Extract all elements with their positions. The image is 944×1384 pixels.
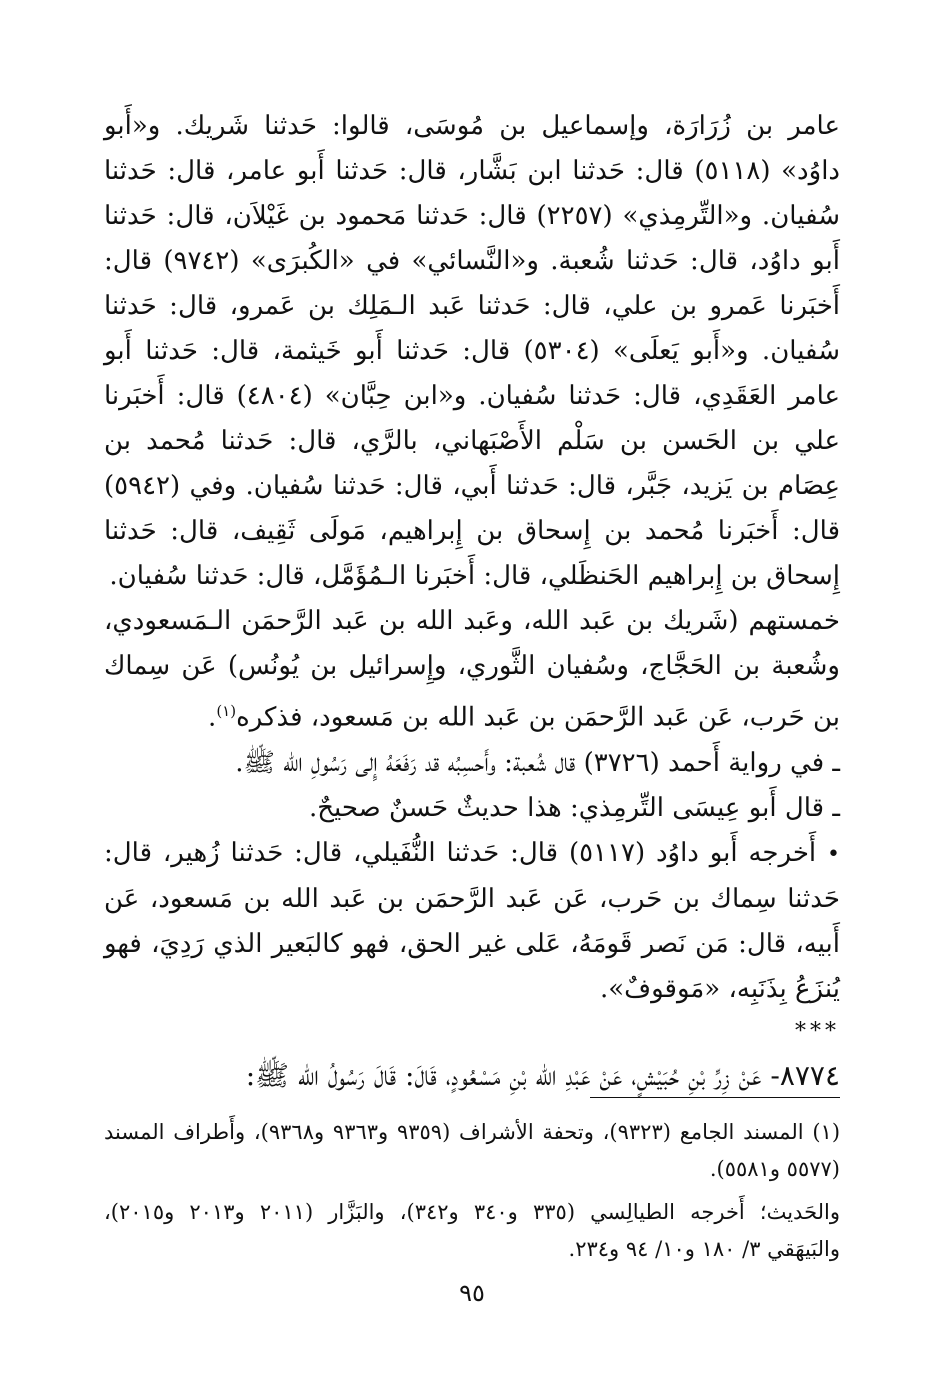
footnotes (104, 1114, 840, 1268)
note-ahmad: ـ في رواية أَحمد (٣٧٢٦) قال شُعبة: وأَحسِبُه قد رَفَعَهُ إِلى رَسُولِ الله ﷺ. (235, 747, 840, 778)
footnote-2: والحَديث؛ أَخرجه الطيالِسي (٣٣٥ و٣٤٠ و٣٤٢)، والبَزَّار (٢٠١١ و٢٠١٣ و٢٠١٥)، والبَيهَقي ٣/ ١٨٠ و١٠/ ٩٤ و٢٣٤. (104, 1200, 840, 1261)
takhrij-text: أَخرجه أَبو داوُد (٥١١٧) قال: حَدثنا النُّفَيلي، قال: حَدثنا زُهير، قال: حَدثنا سِماك بن حَرب، عَن عَبد الرَّحمَن بن عَبد الله بن مَسعود، عَن أَبيه، قال: مَن نَصر قَومَهُ، عَلى غير الحق، فهو كالبَعير الذي رَدِيَ، فهو يُنزَعُ بِذَنَبِه، «مَوقوفٌ». (104, 837, 840, 1004)
hadith-heading: ٨٧٧٤- عَنْ زِرِّ بْنِ حُبَيْشٍ، عَنْ عَبْدِ الله بْنِ مَسْعُودٍ، قَالَ: قَالَ رَسُولُ الله ﷺ: (245, 1058, 840, 1092)
summary-text: خمستهم (شَريك بن عَبد الله، وعَبد الله بن عَبد الرَّحمَن الـمَسعودي، وشُعبة بن الحَجَّاج، وسُفيان الثَّوري، وإِسرائيل بن يُونُس) عَن سِماك بن حَرب، عَن عَبد الرَّحمَن بن عَبد الله بن مَسعود، فذكره (104, 606, 840, 733)
note-tirmidhi: ـ قال أَبو عِيسَى التِّرمِذي: هذا حديثٌ حَسنٌ صحيحٌ. (309, 792, 840, 823)
main-text (104, 104, 840, 1100)
footnote-divider (590, 1097, 840, 1098)
takhrij-paragraph (104, 831, 840, 1012)
section-separator: *** (795, 1018, 840, 1044)
footnote-ref[interactable]: (١) (216, 702, 237, 720)
footnote-1: (١) المسند الجامع (٩٣٢٣)، وتحفة الأشراف (٩٣٥٩ و٩٣٦٣ و٩٣٦٨)، وأَطراف المسند (٥٥٧٧ و٥٥٨١). (104, 1120, 841, 1181)
summary-paragraph (104, 599, 840, 741)
isnad-paragraph: عامر بن زُرَارَة، وإسماعيل بن مُوسَى، قالوا: حَدثنا شَريك. و«أَبو داوُد» (٥١١٨) قال: حَدثنا ابن بَشَّار، قال: حَدثنا أَبو عامر، قال: حَدثنا سُفيان. و«التِّرمِذي» (٢٢٥٧) قال: حَدثنا مَحمود بن غَيْلاَن، قال: حَدثنا أَبو داوُد، قال: حَدثنا شُعبة. و«النَّسائي» في «الكُبرَى» (٩٧٤٢) قال: أَخبَرنا عَمرو بن علي، قال: حَدثنا عَبد الـمَلِك بن عَمرو، قال: حَدثنا سُفيان. و«أَبو يَعلَى» (٥٣٠٤) قال: حَدثنا أَبو خَيثمة، قال: حَدثنا أَبو عامر العَقَدِي، قال: حَدثنا سُفيان. و«ابن حِبَّان» (٤٨٠٤) قال: أَخبَرنا علي بن الحَسن بن سَلْم الأَصْبَهاني، بالرَّي، قال: حَدثنا مُحمد بن عِصَام بن يَزيد، جَبَّر، قال: حَدثنا أَبي، قال: حَدثنا سُفيان. وفي (٥٩٤٢) قال: أَخبَرنا مُحمد بن إِسحاق بن إِبراهيم، مَولَى ثَقِيف، قال: حَدثنا إِسحاق بن إِبراهيم الحَنظَلي، قال: أَخبَرنا الـمُؤَمَّل، قال: حَدثنا سُفيان. (104, 111, 841, 591)
summary-end: . (208, 702, 217, 733)
page-number: ٩٥ (459, 1279, 485, 1307)
bullet-icon: • (827, 841, 840, 867)
